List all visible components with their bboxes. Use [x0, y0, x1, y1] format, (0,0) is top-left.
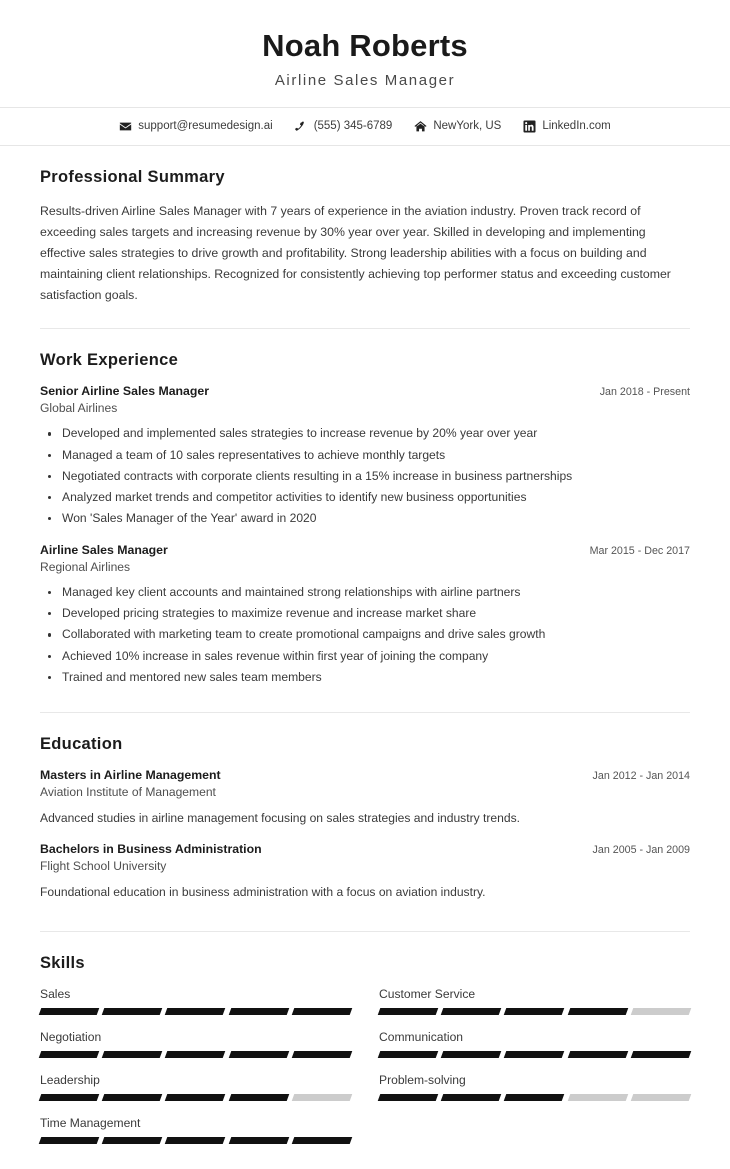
skill-segment-filled: [39, 1051, 100, 1058]
contact-bar: [0, 107, 730, 146]
contact-linkedin-label: LinkedIn.com: [542, 120, 611, 133]
skill-item: [40, 1030, 351, 1073]
experience-entry-header: [40, 543, 690, 557]
resume-header: [0, 0, 730, 107]
education-date-range: Jan 2005 - Jan 2009: [592, 844, 690, 857]
skill-segment-filled: [378, 1094, 439, 1101]
skill-label: Time Management: [40, 1116, 141, 1130]
divider-before-skills: [40, 931, 690, 932]
education-list: [40, 768, 690, 903]
skill-item: [40, 1116, 351, 1159]
education-description: Foundational education in business administration with a focus on aviation industry.: [40, 885, 486, 900]
skill-segment-empty: [292, 1094, 353, 1101]
skill-segment-empty: [567, 1094, 628, 1101]
skill-segment-filled: [165, 1008, 226, 1015]
skill-rating-bar: [40, 1094, 351, 1101]
experience-bullet: Developed pricing strategies to maximize revenue and increase market share: [40, 603, 690, 624]
skill-label: Customer Service: [379, 987, 476, 1001]
skill-label: Negotiation: [40, 1030, 102, 1044]
education-degree: Masters in Airline Management: [40, 767, 221, 782]
skill-item: [379, 1030, 690, 1073]
skill-segment-filled: [504, 1094, 565, 1101]
experience-company: Regional Airlines: [40, 560, 131, 575]
section-title-education: Education: [40, 734, 123, 753]
education-entry-header: [40, 842, 690, 856]
experience-bullet: Achieved 10% increase in sales revenue within first year of joining the company: [40, 646, 690, 667]
skill-segment-filled: [567, 1051, 628, 1058]
skill-segment-filled: [504, 1008, 565, 1015]
education-school: Aviation Institute of Management: [40, 784, 216, 799]
skill-label: Leadership: [40, 1073, 100, 1087]
section-title-summary: Professional Summary: [40, 167, 225, 186]
contact-email-label: support@resumedesign.ai: [138, 120, 273, 133]
skill-rating-bar: [40, 1137, 351, 1144]
skill-segment-filled: [165, 1094, 226, 1101]
skill-segment-filled: [39, 1137, 100, 1144]
skill-segment-filled: [39, 1008, 100, 1015]
contact-email[interactable]: [119, 120, 272, 133]
skill-segment-filled: [102, 1051, 163, 1058]
skill-segment-filled: [441, 1008, 502, 1015]
skill-segment-empty: [631, 1094, 692, 1101]
contact-phone-label: (555) 345-6789: [313, 120, 393, 133]
skill-segment-filled: [102, 1137, 163, 1144]
experience-bullet: Managed a team of 10 sales representatives to achieve monthly targets: [40, 445, 690, 466]
skill-segment-filled: [228, 1051, 289, 1058]
education-entry: [40, 768, 690, 829]
candidate-role: Airline Sales Manager: [274, 71, 456, 89]
divider-before-experience: [40, 328, 690, 329]
skill-rating-bar: [379, 1051, 690, 1058]
skills-grid: [40, 987, 690, 1169]
skill-label: Problem-solving: [379, 1073, 466, 1087]
experience-job-title: Airline Sales Manager: [40, 543, 168, 558]
skill-segment-filled: [292, 1008, 353, 1015]
skill-segment-filled: [228, 1137, 289, 1144]
contact-location-label: NewYork, US: [433, 120, 502, 133]
experience-list: [40, 384, 690, 688]
skill-segment-filled: [441, 1051, 502, 1058]
skill-item: [40, 1073, 351, 1116]
skill-segment-filled: [165, 1051, 226, 1058]
skill-segment-filled: [102, 1094, 163, 1101]
skill-segment-filled: [228, 1094, 289, 1101]
education-description: Advanced studies in airline management focusing on sales strategies and industry trends.: [40, 810, 520, 825]
section-work-experience: [0, 351, 730, 712]
skill-segment-filled: [165, 1137, 226, 1144]
skill-rating-bar: [379, 1008, 690, 1015]
experience-bullet: Analyzed market trends and competitor activities to identify new business opportunities: [40, 487, 690, 508]
experience-bullet-list: [40, 582, 690, 688]
experience-bullet: Trained and mentored new sales team members: [40, 667, 690, 688]
section-professional-summary: [0, 168, 730, 307]
skill-segment-filled: [228, 1008, 289, 1015]
experience-job-title: Senior Airline Sales Manager: [40, 384, 210, 399]
candidate-name: Noah Roberts: [262, 28, 468, 63]
skill-segment-filled: [631, 1051, 692, 1058]
skill-segment-filled: [567, 1008, 628, 1015]
skill-label: Communication: [379, 1030, 464, 1044]
experience-date-range: Mar 2015 - Dec 2017: [589, 545, 690, 558]
skill-segment-empty: [631, 1008, 692, 1015]
experience-bullet: Developed and implemented sales strategies to increase revenue by 20% year over year: [40, 423, 690, 444]
experience-bullet: Won 'Sales Manager of the Year' award in 2020: [40, 508, 690, 529]
home-icon: [414, 120, 427, 133]
skill-segment-filled: [378, 1008, 439, 1015]
skill-segment-filled: [378, 1051, 439, 1058]
skill-rating-bar: [40, 1051, 351, 1058]
skill-rating-bar: [379, 1094, 690, 1101]
experience-date-range: Jan 2018 - Present: [599, 386, 690, 399]
envelope-icon: [119, 120, 132, 133]
section-title-experience: Work Experience: [40, 351, 179, 370]
skill-segment-filled: [441, 1094, 502, 1101]
linkedin-icon: [523, 120, 536, 133]
education-entry: [40, 842, 690, 903]
experience-bullet: Managed key client accounts and maintained strong relationships with airline partners: [40, 582, 690, 603]
phone-icon: [295, 120, 308, 133]
education-school: Flight School University: [40, 859, 167, 874]
summary-paragraph: Results-driven Airline Sales Manager with 7 years of experience in the aviation industry. Proven track record of exceeding sales targets and increasing revenue by 30% year over year. Skilled in developing and implementing effective sales strategies to drive growth and profitability. Strong leadership abilities with a focus on building and maintaining client relationships. Recognized for consistently achieving top performer status and exceeding customer satisfaction goals.: [40, 203, 671, 303]
skill-item: [379, 1073, 690, 1116]
contact-linkedin[interactable]: [523, 120, 610, 133]
skill-segment-filled: [102, 1008, 163, 1015]
skill-segment-filled: [504, 1051, 565, 1058]
section-education: [0, 735, 730, 931]
skill-segment-filled: [292, 1051, 353, 1058]
experience-bullet-list: [40, 423, 690, 529]
divider-before-education: [40, 712, 690, 713]
skill-label: Sales: [40, 987, 71, 1001]
experience-company: Global Airlines: [40, 401, 118, 416]
experience-bullet: Negotiated contracts with corporate clients resulting in a 15% increase in business partnerships: [40, 466, 690, 487]
experience-bullet: Collaborated with marketing team to create promotional campaigns and drive sales growth: [40, 624, 690, 645]
education-entry-header: [40, 768, 690, 782]
education-date-range: Jan 2012 - Jan 2014: [592, 769, 690, 782]
skill-segment-filled: [292, 1137, 353, 1144]
experience-entry: [40, 384, 690, 529]
education-degree: Bachelors in Business Administration: [40, 842, 262, 857]
experience-entry: [40, 543, 690, 688]
contact-location[interactable]: [414, 120, 501, 133]
skill-segment-filled: [39, 1094, 100, 1101]
section-skills: [0, 954, 730, 1169]
contact-phone[interactable]: [295, 120, 393, 133]
experience-entry-header: [40, 384, 690, 398]
section-title-skills: Skills: [40, 954, 85, 972]
skill-rating-bar: [40, 1008, 351, 1015]
